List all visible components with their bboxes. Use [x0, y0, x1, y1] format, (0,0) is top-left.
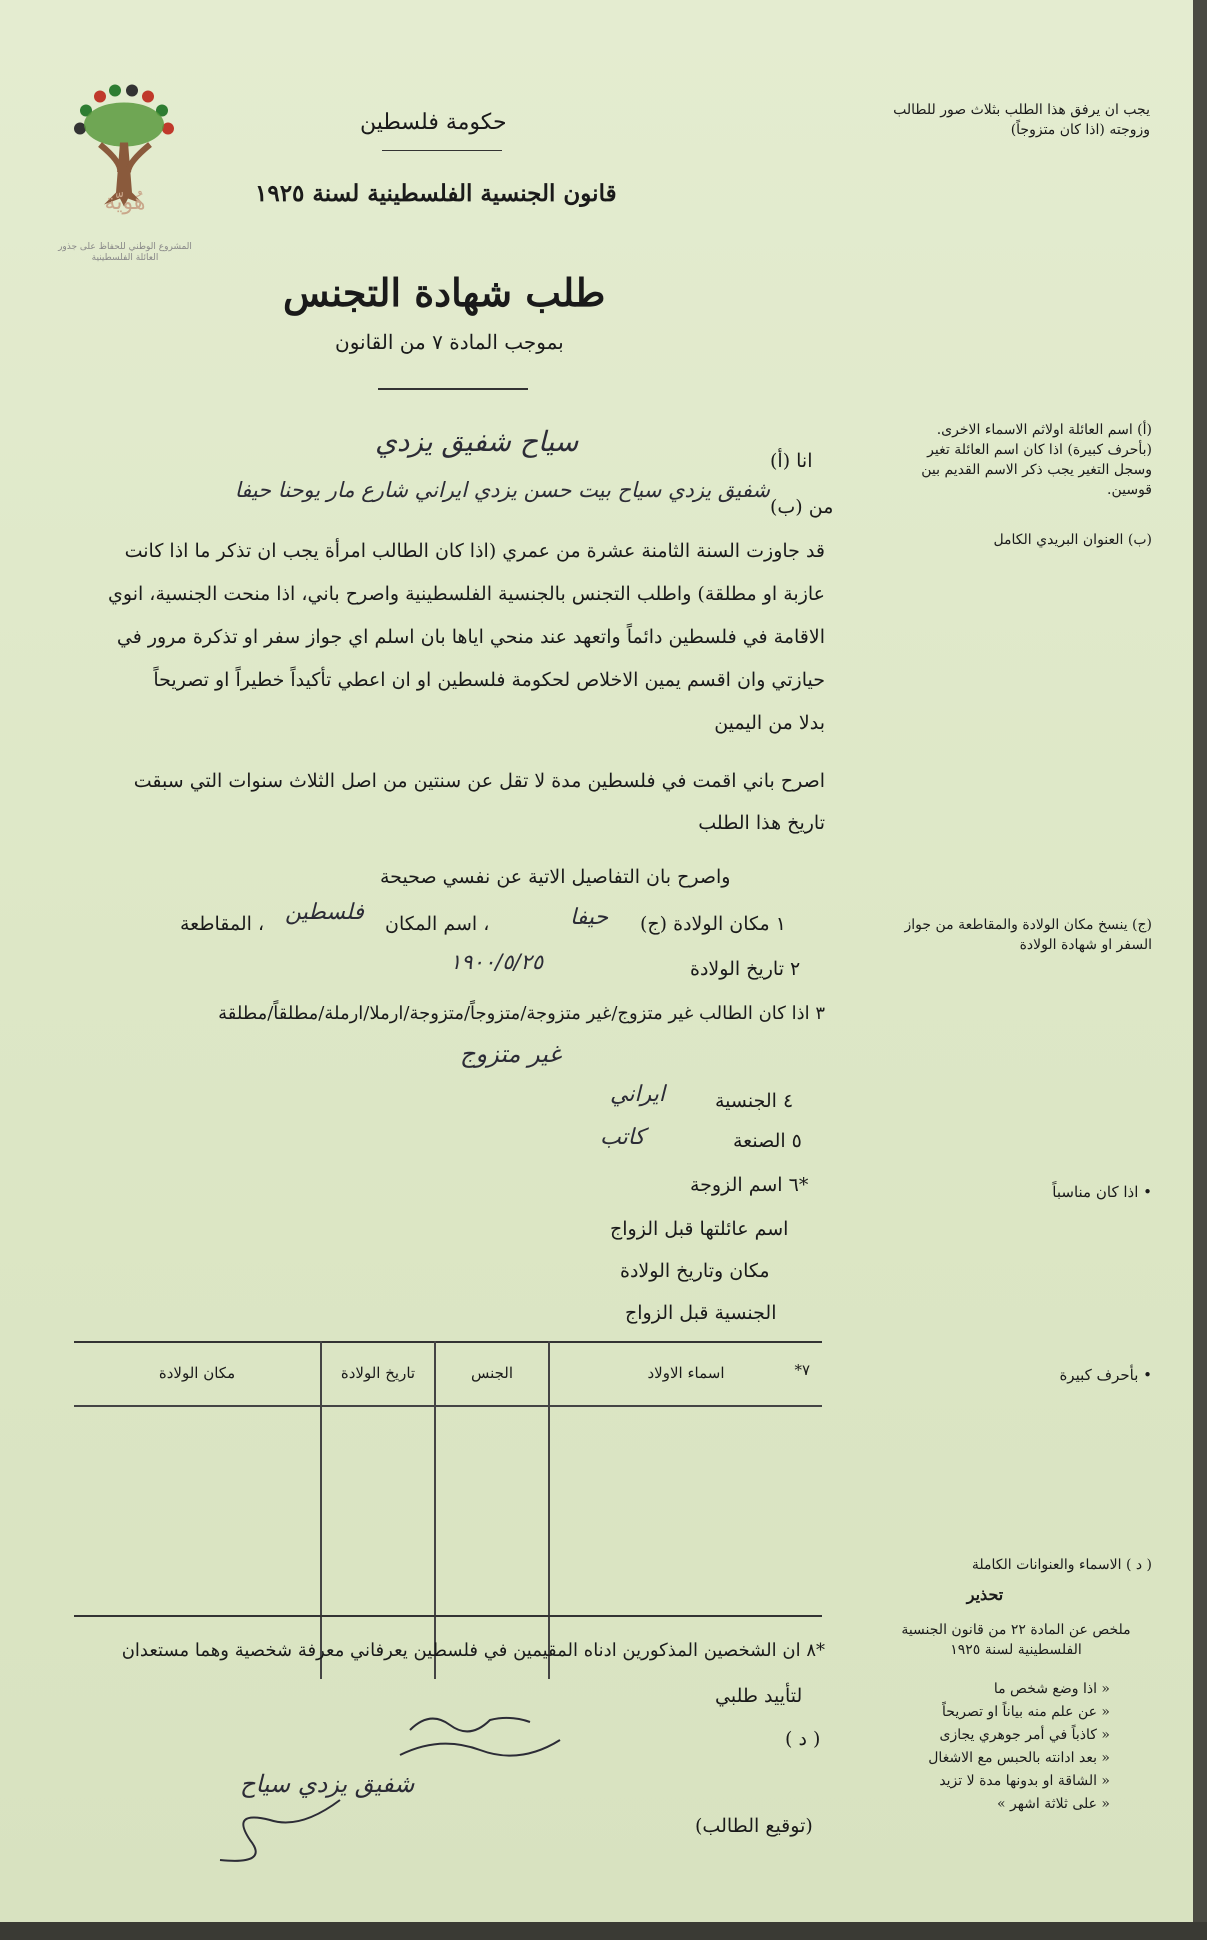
district-label: ، اسم المكان [385, 913, 490, 935]
applicant-signature: شفيق يزدي سياح [240, 1770, 415, 1798]
wife-label: *٦ اسم الزوجة [690, 1174, 809, 1196]
margin-note-c: (ج) ينسخ مكان الولادة والمقاطعة من جواز السفر او شهادة الولادة [904, 917, 1152, 953]
table-header-row [74, 1341, 822, 1406]
heading-rule [382, 150, 502, 151]
signature-flourish-icon [210, 1790, 360, 1870]
government-heading: حكومة فلسطين [360, 110, 507, 135]
signature-label: (توقيع الطالب) [695, 1815, 813, 1837]
logo-title: هُويّة [104, 190, 146, 215]
applicant-address: شفيق يزدي سياح بيت حسن يزدي ايراني شارع مار يوحنا حيفا [234, 478, 770, 502]
warning-title: تحذير [966, 1585, 1004, 1604]
referee-signature-icon [390, 1700, 570, 1770]
declaration-line: حيازتي وان اقسم يمين الاخلاص لحكومة فلسطين او ان اعطي تأكيداً خطيراً او تصريحاً [153, 669, 825, 691]
children-table [74, 1341, 822, 1679]
header-birth-place: مكان الولادة [158, 1364, 236, 1382]
warning-line: « عن علم منه بياناً او تصريحاً [942, 1704, 1110, 1720]
wife-family-label: اسم عائلتها قبل الزواج [610, 1218, 789, 1240]
declaration-line: عازبة او مطلقة) واطلب التجنس بالجنسية الفلسطينية واصرح باني، اذا منحت الجنسية، انوي [108, 583, 825, 605]
logo-tagline: المشروع الوطني للحفاظ على جذور العائلة الفلسطينية [58, 242, 192, 263]
occupation-value: كاتب [600, 1125, 645, 1150]
header-birth-date: تاريخ الولادة [321, 1341, 435, 1406]
referees-d: ( د ) [785, 1728, 821, 1750]
birthplace-value: حيفا [570, 905, 609, 930]
district-value: فلسطين [285, 900, 364, 925]
details-intro: واصرح بان التفاصيل الاتية عن نفسي صحيحة [380, 866, 731, 888]
table-cell [435, 1406, 549, 1679]
referees-text: *٨ ان الشخصين المذكورين ادناه المقيمين في فلسطين يعرفاني معرفة شخصية وهما مستعدان [121, 1640, 825, 1661]
item-number: ٧* [794, 1361, 810, 1379]
warning-line: « على ثلاثة اشهر » [996, 1796, 1110, 1812]
dob-label: ٢ تاريخ الولادة [690, 958, 801, 980]
residence-line: اصرح باني اقمت في فلسطين مدة لا تقل عن سنتين من اصل الثلاث سنوات التي سبقت [133, 770, 825, 792]
declaration-line: بدلا من اليمين [714, 712, 825, 734]
birthplace-label: ١ مكان الولادة (ج) [640, 913, 786, 935]
marital-value: غير متزوج [460, 1040, 562, 1068]
margin-note-a: (أ) اسم العائلة اولاثم الاسماء الاخرى. (بأحرف كبيرة) اذا كان اسم العائلة تغير وسجل التغير يجب ذكر الاسم القديم بين قوسين. [921, 422, 1152, 498]
occupation-label: ٥ الصنعة [733, 1130, 802, 1152]
margin-note-d: ( د ) الاسماء والعنوانات الكاملة [971, 1557, 1152, 1573]
residence-line: تاريخ هذا الطلب [698, 812, 825, 834]
applicant-name: سياح شفيق يزدي [375, 425, 579, 458]
referees-text-2: لتأييد طلبي [715, 1685, 803, 1707]
table-cell [549, 1406, 822, 1679]
margin-if-applicable: • اذا كان مناسباً [1052, 1183, 1152, 1201]
table-cell [321, 1406, 435, 1679]
from-label: من (ب) [770, 496, 834, 518]
table-bottom-rule [74, 1615, 822, 1617]
dob-value: ١٩٠٠/٥/٢٥ [450, 950, 544, 974]
warning-lines [880, 1678, 1110, 1816]
tree-logo-icon [60, 50, 190, 265]
table-row [74, 1406, 822, 1679]
margin-note-b: (ب) العنوان البريدي الكامل [993, 532, 1152, 548]
table-cell [74, 1406, 321, 1679]
scan-edge-bottom [0, 1922, 1207, 1940]
form-subtitle: بموجب المادة ٧ من القانون [335, 330, 564, 354]
province-label: ، المقاطعة [180, 913, 265, 935]
warning-intro: ملخص عن المادة ٢٢ من قانون الجنسية الفلسطينية لسنة ١٩٢٥ [901, 1622, 1131, 1658]
margin-photo-note: يجب ان يرفق هذا الطلب بثلاث صور للطالب وزوجته (اذا كان متزوجاً) [893, 102, 1150, 138]
declaration-line: الاقامة في فلسطين دائماً واتعهد عند منحي اياها بان اسلم اي جواز سفر او تذكرة مرور في [116, 626, 825, 648]
form-title: طلب شهادة التجنس [283, 270, 606, 315]
declaration-line: قد جاوزت السنة الثامنة عشرة من عمري (اذا كان الطالب امرأة يجب ان تذكر ما اذا كانت [124, 540, 825, 562]
ana-label: انا (أ) [770, 450, 813, 472]
margin-capitals: • بأحرف كبيرة [1059, 1366, 1152, 1384]
warning-line: « بعد ادانته بالحبس مع الاشغال [928, 1750, 1110, 1766]
header-sex: الجنس [435, 1341, 549, 1406]
nationality-label: ٤ الجنسية [715, 1090, 794, 1112]
header-children-names: ٧* اسماء الاولاد [549, 1341, 822, 1406]
law-heading: قانون الجنسية الفلسطينية لسنة ١٩٢٥ [255, 180, 617, 207]
wife-nationality-label: الجنسية قبل الزواج [625, 1302, 777, 1324]
wife-birth-label: مكان وتاريخ الولادة [620, 1260, 770, 1282]
title-rule [378, 388, 528, 390]
warning-line: « اذا وضع شخص ما [993, 1681, 1110, 1697]
warning-line: « الشاقة او بدونها مدة لا تزيد [939, 1773, 1110, 1789]
scan-edge-right [1193, 0, 1207, 1940]
nationality-value: ايراني [610, 1082, 665, 1107]
warning-line: « كاذباً في أمر جوهري يجازى [939, 1727, 1110, 1743]
marital-label: ٣ اذا كان الطالب غير متزوج/غير متزوجة/متزوجاً/متزوجة/ارملا/ارملة/مطلقاً/مطلقة [218, 1003, 825, 1024]
